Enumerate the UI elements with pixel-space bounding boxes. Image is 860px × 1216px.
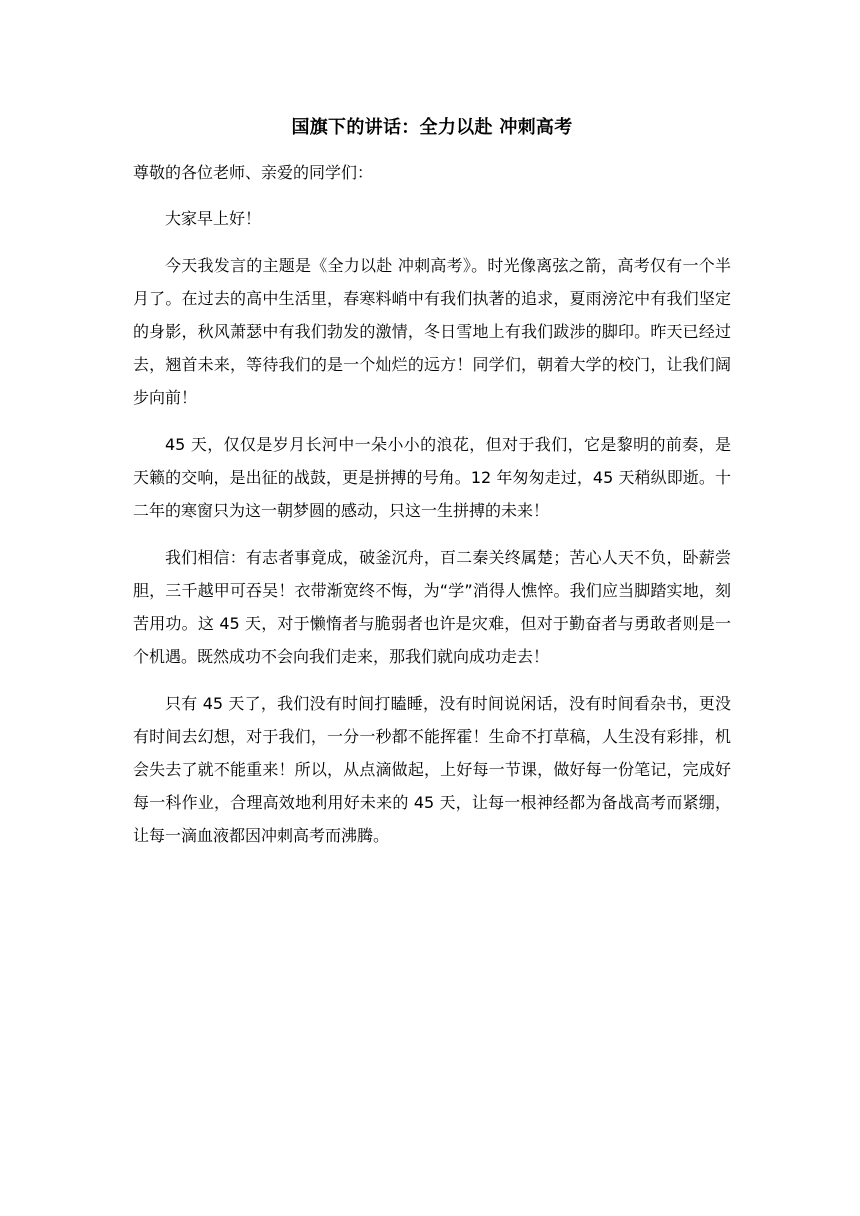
document-page xyxy=(133,112,731,866)
paragraph-no-time: 只有 45 天了，我们没有时间打瞌睡，没有时间说闲话，没有时间看杂书，更没有时间去幻想，对于我们，一分一秒都不能挥霍！生命不打草稿，人生没有彩排，机会失去了就不能重来！所以，从点滴做起，上好每一节课，做好每一份笔记，完成好每一科作业，合理高效地利用好未来的 45 天，让每一根神经都为备战高考而紧绷，让每一滴血液都因冲刺高考而沸腾。 xyxy=(133,694,731,845)
salutation: 尊敬的各位老师、亲爱的同学们： xyxy=(133,163,374,182)
document-title: 国旗下的讲话：全力以赴 冲刺高考 xyxy=(291,117,573,138)
paragraph-greeting: 大家早上好！ xyxy=(165,209,262,228)
paragraph-belief: 我们相信：有志者事竟成，破釜沉舟，百二秦关终属楚；苦心人天不负，卧薪尝胆，三千越甲可吞吴！衣带渐宽终不悔，为“学”消得人憔悴。我们应当脚踏实地，刻苦用功。这 45 天，对于懒惰者与脆弱者也许是灾难，但对于勤奋者与勇敢者则是一个机遇。既然成功不会向我们走来，那我们就向成功走去！ xyxy=(133,548,731,666)
paragraph-theme: 今天我发言的主题是《全力以赴 冲刺高考》。时光像离弦之箭，高考仅有一个半月了。在过去的高中生活里，春寒料峭中有我们执著的追求，夏雨滂沱中有我们坚定的身影，秋风萧瑟中有我们勃发的激情，冬日雪地上有我们跋涉的脚印。昨天已经过去，翘首未来，等待我们的是一个灿烂的远方！同学们，朝着大学的校门，让我们阔步向前！ xyxy=(133,256,731,407)
paragraph-45-days: 45 天，仅仅是岁月长河中一朵小小的浪花，但对于我们，它是黎明的前奏，是天籁的交响，是出征的战鼓，更是拼搏的号角。12 年匆匆走过，45 天稍纵即逝。十二年的寒窗只为这一朝梦圆的感动，只这一生拼搏的未来！ xyxy=(133,435,731,520)
